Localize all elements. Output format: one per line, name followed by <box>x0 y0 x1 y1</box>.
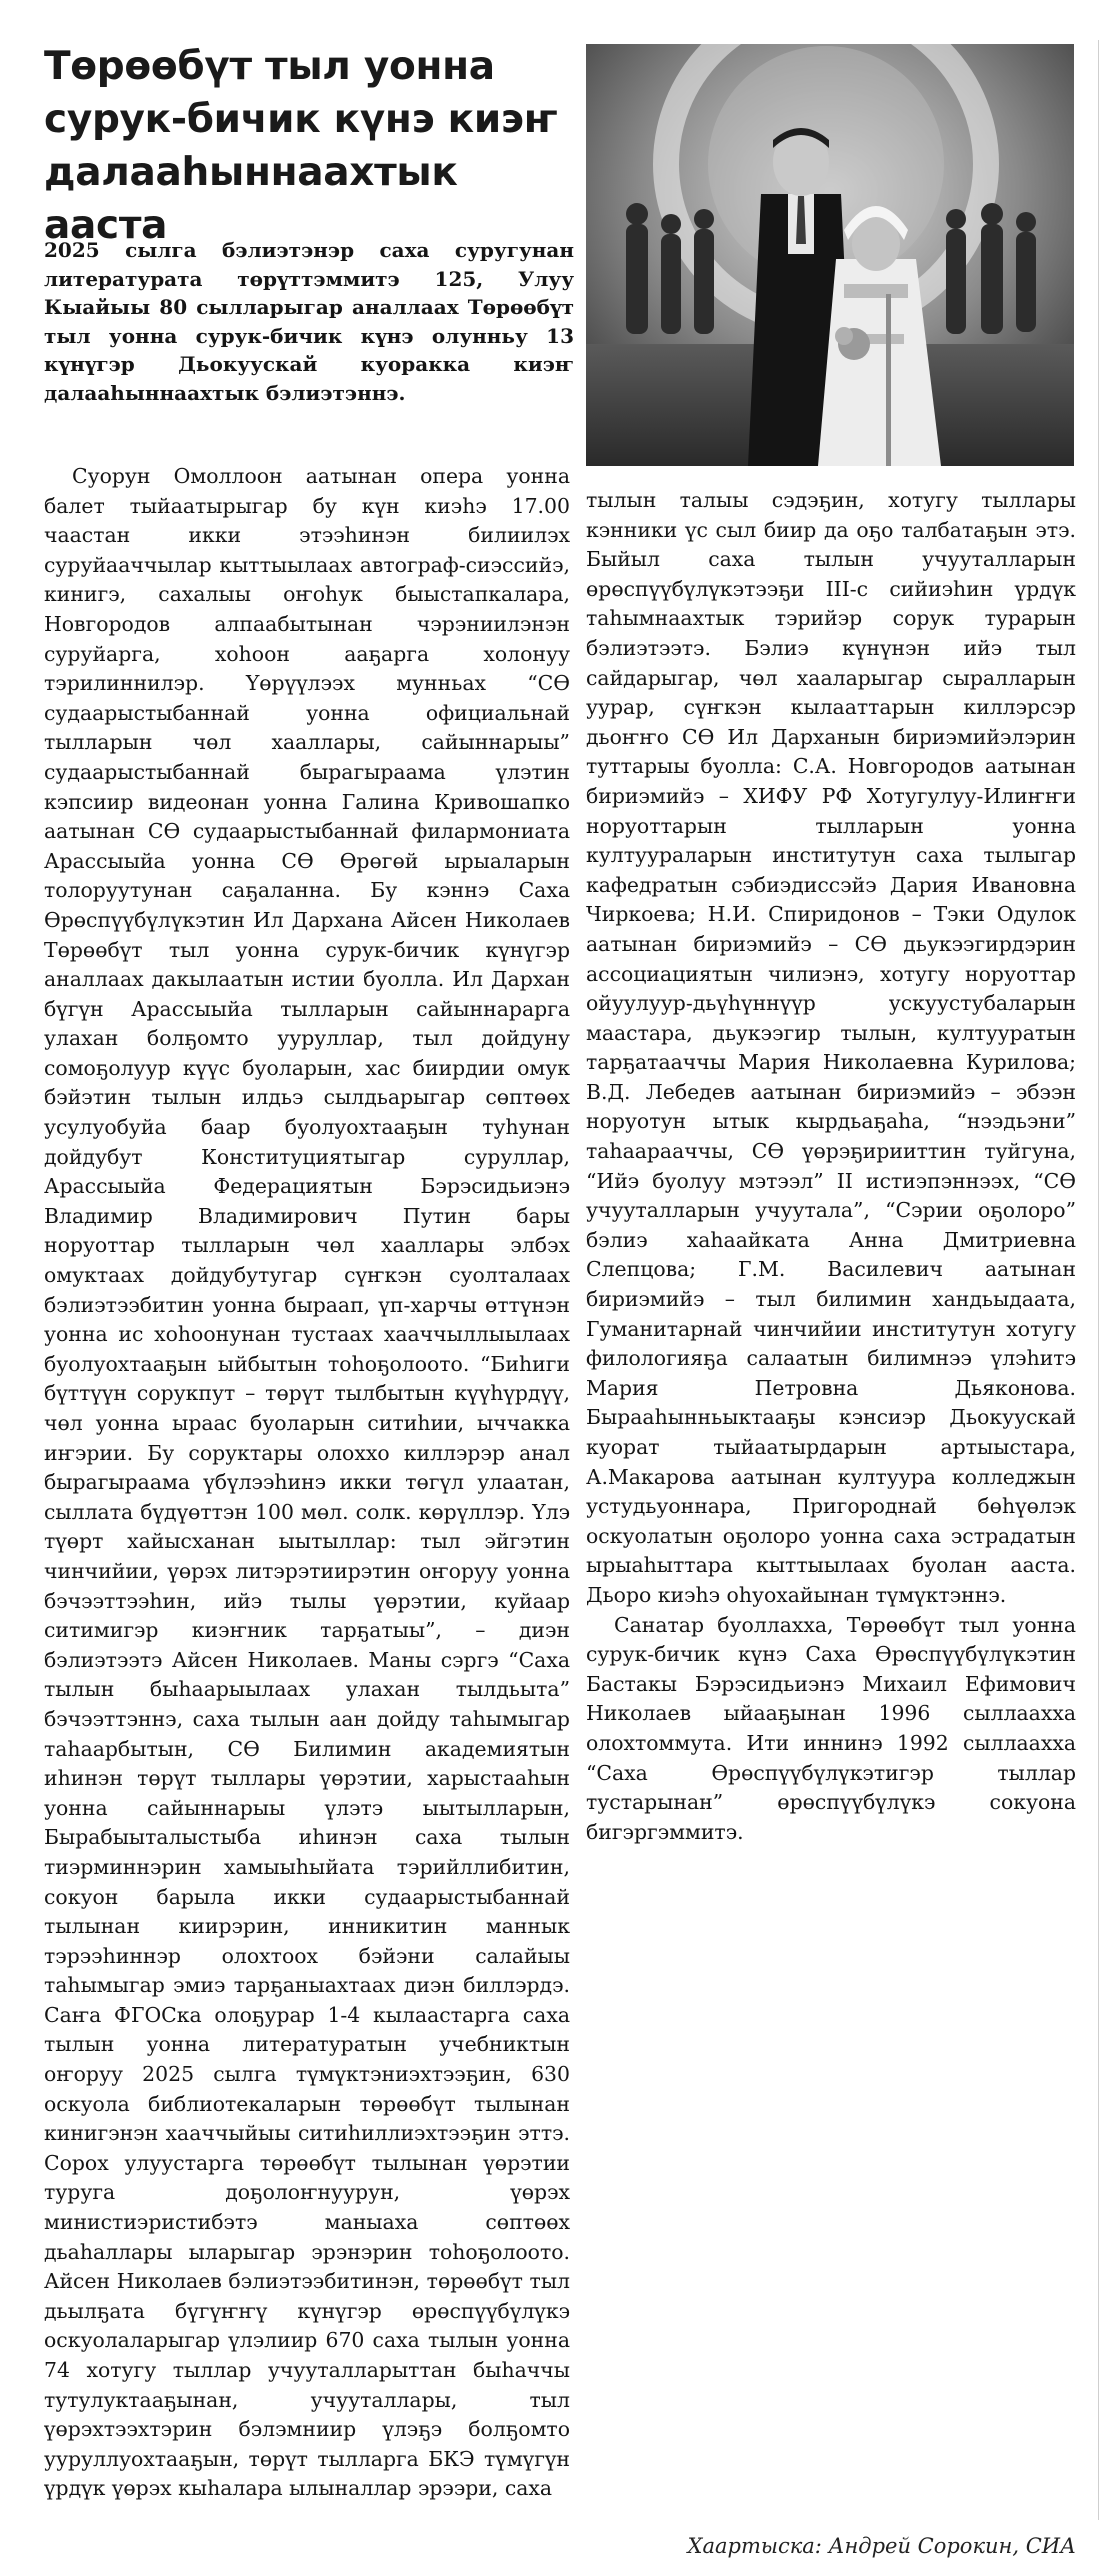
article-body-column-2 <box>586 486 1076 2516</box>
photo-credit-caption: Хаартыска: Андрей Сорокин, СИА <box>687 2534 1076 2558</box>
article-body-column-1 <box>44 462 570 2522</box>
page-edge-rule <box>1098 40 1099 2520</box>
news-photo-image <box>586 44 1074 466</box>
news-photo <box>586 44 1074 466</box>
article-title: Төрөөбүт тыл уонна сурук-бичик күнэ киэҥ далааһыннаахтык ааста <box>44 44 558 248</box>
body-paragraph: Суорун Омоллоон аатынан опера уонна балет тыйаатырыгар бу күн киэһэ 17.00 чаастан икки этээһинэн билиилэх суруйааччылар кыттыылаах автограф-сиэссийэ, кинигэ, сахалыы оҥоһук быыстапкалара, Новгородов алпаабытынан чэрэниилэнэн суруйарга, хоһоон ааҕарга холонуу тэрилиннилэр. Үөрүүлээх мунньах “СӨ судаарыстыбаннай уонна официальнай тылларын чөл хааллары, сайыннарыы” судаарыстыбаннай бырагыраама үлэтин кэпсиир видеонан уонна Галина Кривошапко аатынан СӨ судаарыстыбаннай филармониата Арассыыйа уонна СӨ Өрөгөй ырыаларын толоруутунан саҕаланна. Бу кэннэ Саха Өрөспүүбүлүкэтин Ил Дархана Айсен Николаев Төрөөбүт тыл уонна сурук-бичик күнүгэр аналлаах дакылаатын истии буолла. Ил Дархан бүгүн Арассыыйа тылларын сайыннарарга улахан болҕомто ууруллар, тыл дойдуну сомоҕолуур күүс буоларын, хас биирдии омук бэйэтин тылын илдьэ сылдьарыгар сөптөөх усулуобуйа баар буолуохтааҕын туһунан дойдубут Конституциятыгар суруллар, Арассыыйа Федерациятын Бэрэсидьиэнэ Владимир Владимирович Путин бары норуоттар тылларын чөл хааллары элбэх омуктаах дойдубутугар сүҥкэн суолталаах бэлиэтээбитин уонна быраап, үп-харчы өттүнэн уонна ис хоһоонунан тустаах хааччыллыылаах буолуохтааҕын ыйбытын тоһоҕолоото. “Биһиги бүттүүн сорукпут – төрүт тылбытын күүһүрдүү, чөл уонна ыраас буоларын ситиһии, ыччакка иҥэрии. Бу соруктары олоххо киллэрэр анал бырагыраама үбүлээһинэ икки төгүл улаатан, сыллата бүдүөттэн 100 мөл. солк. көрүллэр. Үлэ түөрт хайысханан ыытыллар: тыл эйгэтин чинчийии, үөрэх литэрэтиирэтин оҥоруу уонна бэчээттээһин, ийэ тылы үөрэтии, куйаар ситимигэр киэҥник тарҕатыы”, – диэн бэлиэтээтэ Айсен Николаев. Маны сэргэ “Саха тылын быһаарыылаах улахан тылдьыта” бэчээттэннэ, саха тылын аан дойду таһымыгар таһаарбытын, СӨ Билимин академиятын иһинэн төрүт тыллары үөрэтии, харыстааһын уонна сайыннарыы үлэтэ ыытылларын, Бырабыыталыстыба иһинэн саха тылын тиэрминнэрин хамыыһыйата тэрийллибитин, сокуон барыла икки судаарыстыбаннай тылынан киирэрин, инникитин маннык тэрээһиннэр олохтоох бэйэни салайыы таһымыгар эмиэ тарҕаныахтаах диэн биллэрдэ. Саҥа ФГОСка олоҕурар 1-4 кылаастарга саха тылын уонна литературатын учебниктын оҥоруу 2025 сылга түмүктэниэхтээҕин, 630 оскуола библиотекаларын төрөөбүт тылынан кинигэнэн хааччыйыы ситиһиллиэхтээҕин эттэ. Сорох улуустарга төрөөбүт тылынан үөрэтии туруга доҕолоҥнуурун, үөрэх министиэристибэтэ маныаха сөптөөх дьаһаллары ыларыгар эрэнэрин тоһоҕолоото. Айсен Николаев бэлиэтээбитинэн, төрөөбүт тыл дьылҕата бүгүҥҥү күнүгэр өрөспүүбүлүкэ оскуолаларыгар үлэлиир 670 саха тылын уонна 74 хотугу тыллар учууталларыттан быһаччы тутулуктааҕынан, учууталлары, тыл үөрэхтээхтэрин бэлэмниир үлэҕэ болҕомто ууруллуохтааҕын, төрүт тылларга БКЭ түмүгүн үрдүк үөрэх кыһалара ылыналлар эрээри, саха <box>44 464 570 2501</box>
article-lead: 2025 сылга бэлиэтэнэр саха суругунан литературата төрүттэммитэ 125, Улуу Кыайыы 80 сылларыгар аналлаах Төрөөбүт тыл уонна сурук-бичик күнэ олунньу 13 күнүгэр Дьокуускай куоракка киэҥ далааһыннаахтык бэлиэтэннэ. <box>44 238 574 405</box>
body-paragraph-continued: тылын талыы сэдэҕин, хотугу тыллары кэнники үс сыл биир да оҕо талбатаҕын этэ. Быйыл саха тылын учууталларын өрөспүүбүлүкэтээҕи III-с сийиэһин үрдүк таһымнаахтык тэрийэр сорук турарын бэлиэтээтэ. Бэлиэ күнүнэн ийэ тыл сайдарыгар, чөл хааларыгар сыралларын уурар, сүҥкэн кылааттарын киллэрсэр дьоҥҥо СӨ Ил Дарханын бириэмийэлэрин туттарыы буолла: С.А. Новгородов аатынан бириэмийэ – ХИФУ РФ Хотугулуу-Илиҥҥи норуоттарын тылларын уонна култуураларын институтун саха тылыгар кафедратын сэбиэдиссэйэ Дария Ивановна Чиркоева; Н.И. Спиридонов – Тэки Одулок аатынан бириэмийэ – СӨ дьукээгирдэрин ассоциациятын чилиэнэ, хотугу норуоттар ойуулуур-дьүһүннүүр ускуустубаларын маастара, дьукээгир тылын, култууратын тарҕатааччы Мария Николаевна Курилова; В.Д. Лебедев аатынан бириэмийэ – эбээн норуотун ытык кырдьаҕаһа, “нээдьэни” таһаарааччы, СӨ үөрэҕирииттин туйгуна, “Ийэ буолуу мэтээл” II истиэпэннээх, “СӨ учууталларын учуутала”, “Сэрии оҕолоро” бэлиэ хаһаайката Анна Дмитриевна Слепцова; Г.М. Василевич аатынан бириэмийэ – тыл билимин хандьыдаата, Гуманитарнай чинчийии институтун хотугу филологияҕа салаатын билимнээ үлэһитэ Мария Петровна Дьяконова. Бырааһынньыктааҕы кэнсиэр Дьокуускай куорат тыйаатырдарын артыыстара, А.Макарова аатынан култуура колледжын устудьуоннара, Пригороднай бөһүөлэк оскуолатын оҕолоро уонна саха эстрадатын ырыаһыттара кыттыылаах буолан ааста. Дьоро киэһэ оһуохайынан түмүктэннэ. <box>586 488 1076 1607</box>
body-paragraph-closing: Санатар буоллахха, Төрөөбүт тыл уонна сурук-бичик күнэ Саха Өрөспүүбүлүкэтин Бастакы Бэрэсидьиэнэ Михаил Ефимович Николаев ыйааҕынан 1996 сыллааххa олохтоммута. Ити иннинэ 1992 сыллааххa “Саха Өрөспүүбүлүкэтигэр тыллар тустарынан” өрөспүүбүлүкэ сокуона бигэргэммитэ. <box>586 1612 1076 1844</box>
